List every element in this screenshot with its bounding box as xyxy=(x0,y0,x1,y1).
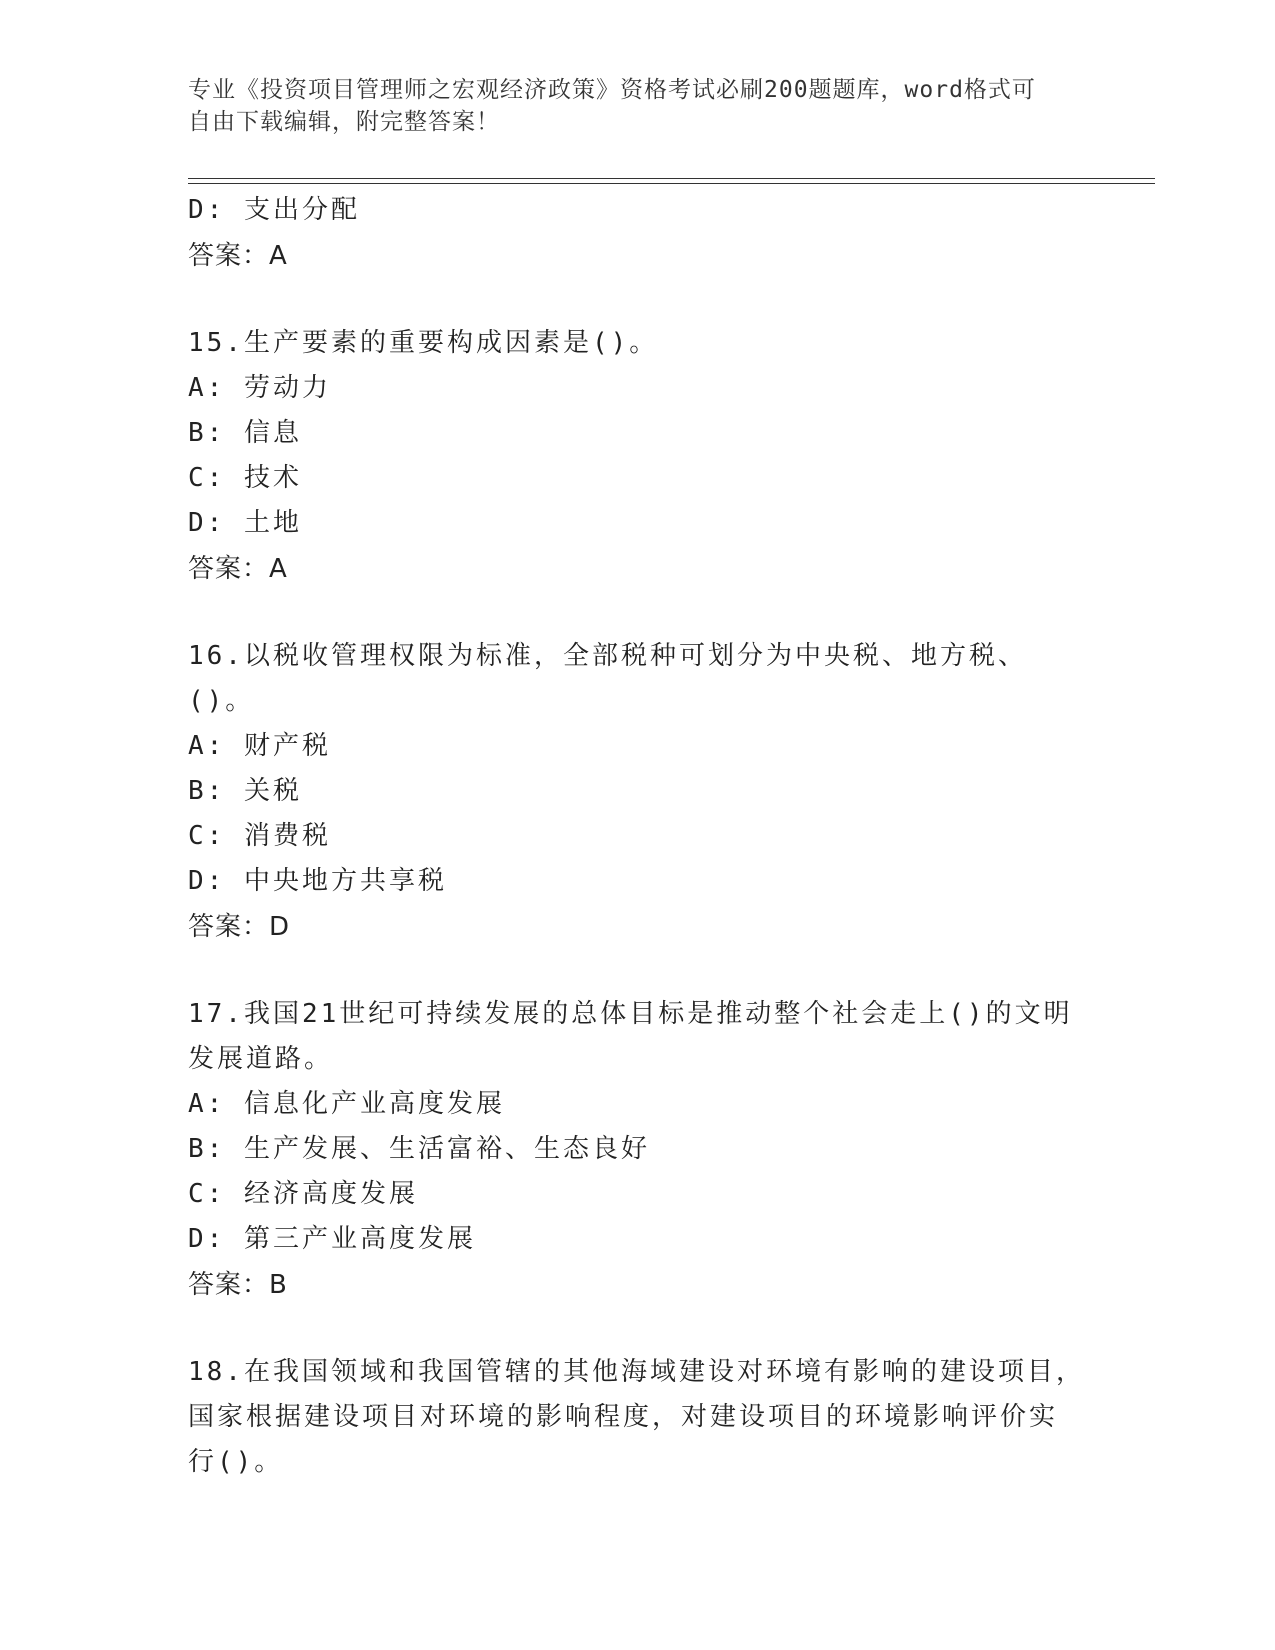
question-stem-line-2: 发展道路。 xyxy=(188,1044,334,1074)
question-list xyxy=(188,188,1088,1485)
header-rule-bottom xyxy=(188,183,1155,184)
option-b: B: 关税 xyxy=(188,776,302,806)
option-b: B: 信息 xyxy=(188,418,302,448)
question-fragment-14 xyxy=(188,188,1088,279)
question-stem-line-1: 17.我国21世纪可持续发展的总体目标是推动整个社会走上()的文明 xyxy=(188,999,1073,1029)
option-a: A: 财产税 xyxy=(188,731,331,761)
question-stem-line-1: 18.在我国领域和我国管辖的其他海域建设对环境有影响的建设项目， xyxy=(188,1357,1085,1387)
question-17 xyxy=(188,992,1088,1308)
question-stem-line-3: 行()。 xyxy=(188,1447,284,1477)
option-d: D: 第三产业高度发展 xyxy=(188,1224,476,1254)
question-16 xyxy=(188,634,1088,950)
option-a: A: 劳动力 xyxy=(188,373,331,403)
answer-line: 答案：B xyxy=(188,1270,288,1300)
document-header xyxy=(188,74,1068,138)
header-line-1: 专业《投资项目管理师之宏观经济政策》资格考试必刷200题题库，word格式可 xyxy=(188,77,1036,103)
option-d: D: 土地 xyxy=(188,508,302,538)
option-c: C: 经济高度发展 xyxy=(188,1179,418,1209)
question-stem: 15.生产要素的重要构成因素是()。 xyxy=(188,328,659,358)
answer-line: 答案：A xyxy=(188,554,288,584)
header-line-2: 自由下载编辑，附完整答案！ xyxy=(188,109,500,135)
option-b: B: 生产发展、生活富裕、生态良好 xyxy=(188,1134,650,1164)
question-stem: 16.以税收管理权限为标准，全部税种可划分为中央税、地方税、()。 xyxy=(188,641,1027,716)
question-18 xyxy=(188,1350,1088,1485)
header-rule-top xyxy=(188,178,1155,179)
option-a: A: 信息化产业高度发展 xyxy=(188,1089,505,1119)
option-c: C: 技术 xyxy=(188,463,302,493)
option-d: D: 中央地方共享税 xyxy=(188,866,447,896)
question-stem-line-2: 国家根据建设项目对环境的影响程度，对建设项目的环境影响评价实 xyxy=(188,1402,1059,1432)
option-d: D: 支出分配 xyxy=(188,195,360,225)
answer-line: 答案：A xyxy=(188,241,288,271)
option-c: C: 消费税 xyxy=(188,821,331,851)
answer-line: 答案：D xyxy=(188,912,291,942)
question-15 xyxy=(188,321,1088,592)
